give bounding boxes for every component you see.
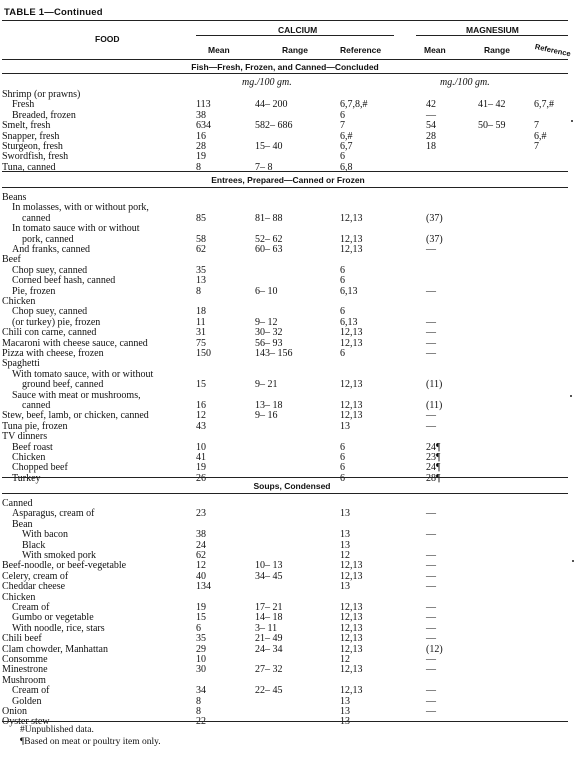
table-row	[0, 696, 576, 707]
calcium-range-cell: 582– 686	[255, 120, 293, 132]
food-cell: Chicken	[2, 591, 36, 603]
calcium-reference-cell: 13	[340, 529, 350, 541]
food-cell: Mushroom	[2, 674, 46, 686]
food-cell: Canned	[2, 498, 33, 509]
table-row	[0, 223, 576, 234]
magnesium-reference-cell: 7	[534, 141, 539, 152]
top-rule	[2, 20, 568, 21]
calcium-reference-cell: 12,13	[340, 337, 363, 349]
calcium-group-header: CALCIUM	[278, 25, 318, 35]
calcium-reference-cell: 12	[340, 654, 350, 665]
magnesium-mean-cell: (37)	[426, 212, 443, 224]
magnesium-range-cell: 50– 59	[478, 120, 506, 132]
calcium-mean-cell: 12	[196, 410, 206, 422]
magnesium-mean-cell: —	[426, 685, 436, 697]
calcium-reference-cell: 12,13	[340, 602, 363, 613]
food-cell: Tuna pie, frozen	[2, 420, 68, 432]
calcium-mean-cell: 19	[196, 602, 206, 613]
calcium-mean-cell: 22	[196, 716, 206, 728]
table-row	[0, 141, 576, 152]
section-rule	[2, 493, 568, 494]
magnesium-mean-cell: (12)	[426, 643, 443, 655]
magnesium-mean-cell: —	[426, 581, 436, 593]
magnesium-mean-header: Mean	[424, 45, 446, 55]
calcium-reference-cell: 12,13	[340, 643, 363, 655]
magnesium-span-rule	[416, 35, 568, 36]
calcium-range-cell: 7– 8	[255, 161, 273, 173]
magnesium-mean-cell: —	[426, 570, 436, 582]
calcium-reference-cell: 6	[340, 348, 345, 359]
table-row	[0, 664, 576, 675]
table-row	[0, 421, 576, 432]
calcium-mean-cell: 38	[196, 109, 206, 121]
food-cell: pork, canned	[22, 233, 74, 245]
food-cell: Cheddar cheese	[2, 581, 66, 593]
food-cell: Clam chowder, Manhattan	[2, 643, 108, 655]
food-cell: (or turkey) pie, frozen	[12, 316, 101, 328]
magnesium-range-cell: 41– 42	[478, 99, 506, 111]
magnesium-mean-cell: 42	[426, 99, 436, 111]
table-row	[0, 338, 576, 349]
magnesium-mean-cell: —	[426, 410, 436, 422]
table-row	[0, 431, 576, 442]
calcium-reference-cell: 6	[340, 109, 345, 121]
table-row	[0, 675, 576, 686]
food-cell: Breaded, frozen	[12, 109, 76, 121]
section-rule	[2, 477, 568, 478]
table-row	[0, 89, 576, 100]
food-cell: canned	[22, 212, 51, 224]
calcium-reference-cell: 6	[340, 441, 345, 453]
calcium-mean-cell: 28	[196, 141, 206, 152]
magnesium-mean-cell: 28¶	[426, 472, 441, 484]
calcium-reference-cell: 12,13	[340, 622, 363, 634]
calcium-range-cell: 81– 88	[255, 212, 283, 224]
table-row	[0, 685, 576, 696]
magnesium-mean-cell: —	[426, 612, 436, 624]
table-row	[0, 442, 576, 453]
food-cell: Chopped beef	[12, 462, 68, 474]
calcium-mean-cell: 8	[196, 706, 201, 717]
calcium-range-cell: 60– 63	[255, 244, 283, 255]
calcium-mean-cell: 75	[196, 337, 206, 349]
calcium-mean-cell: 15	[196, 612, 206, 624]
magnesium-mean-cell: —	[426, 664, 436, 676]
magnesium-mean-cell: —	[426, 420, 436, 432]
table-row	[0, 99, 576, 110]
magnesium-mean-cell: —	[426, 337, 436, 349]
table-caption: TABLE 1—Continued	[4, 7, 103, 18]
calcium-reference-cell: 6,13	[340, 285, 358, 297]
food-cell: With tomato sauce, with or without	[12, 368, 154, 380]
magnesium-group-header: MAGNESIUM	[466, 25, 519, 35]
table-row	[0, 612, 576, 623]
table-row	[0, 265, 576, 276]
table-row	[0, 390, 576, 401]
food-cell: Corned beef hash, canned	[12, 275, 116, 287]
magnesium-mean-cell: —	[426, 550, 436, 561]
magnesium-mean-cell: 18	[426, 141, 436, 152]
calcium-mean-cell: 13	[196, 275, 206, 287]
calcium-range-cell: 22– 45	[255, 685, 283, 697]
calcium-reference-cell: 6	[340, 472, 345, 484]
calcium-reference-cell: 12,13	[340, 244, 363, 255]
footnote-meat-poultry: ¶Based on meat or poultry item only.	[20, 737, 161, 747]
food-cell: Pizza with cheese, frozen	[2, 348, 104, 359]
calcium-reference-cell: 12,13	[340, 664, 363, 676]
food-cell: Oyster stew	[2, 716, 50, 728]
food-cell: Spaghetti	[2, 358, 40, 370]
calcium-range-header: Range	[282, 45, 308, 55]
calcium-reference-cell: 12,13	[340, 685, 363, 697]
calcium-mean-cell: 62	[196, 550, 206, 561]
food-cell: TV dinners	[2, 431, 48, 443]
calcium-mean-cell: 19	[196, 462, 206, 474]
food-cell: Beef roast	[12, 441, 53, 453]
table-row	[0, 462, 576, 473]
calcium-mean-cell: 134	[196, 581, 211, 593]
table-row	[0, 550, 576, 561]
table-row	[0, 131, 576, 142]
calcium-range-cell: 17– 21	[255, 602, 283, 613]
magnesium-mean-cell: —	[426, 529, 436, 541]
table-row	[0, 706, 576, 717]
calcium-reference-cell: 12,13	[340, 400, 363, 411]
magnesium-mean-cell: —	[426, 109, 436, 121]
food-cell: In tomato sauce with or without	[12, 223, 140, 235]
calcium-mean-cell: 8	[196, 285, 201, 297]
food-cell: Celery, cream of	[2, 570, 69, 582]
magnesium-mean-cell: —	[426, 316, 436, 328]
table-row	[0, 213, 576, 224]
food-cell: Smelt, fresh	[2, 120, 51, 132]
calcium-reference-cell: 13	[340, 539, 350, 551]
calcium-mean-cell: 16	[196, 400, 206, 411]
table-row	[0, 452, 576, 463]
table-row	[0, 286, 576, 297]
section-title-soups: Soups, Condensed	[253, 481, 331, 491]
magnesium-reference-header: Reference	[534, 42, 572, 59]
food-cell: With noodle, rice, stars	[12, 622, 105, 634]
calcium-range-cell: 44– 200	[255, 99, 288, 111]
table-row	[0, 623, 576, 634]
calcium-mean-cell: 10	[196, 654, 206, 665]
scan-speck	[571, 120, 573, 122]
magnesium-reference-cell: 7	[534, 120, 539, 132]
magnesium-mean-cell: —	[426, 602, 436, 613]
calcium-mean-cell: 29	[196, 643, 206, 655]
table-row	[0, 202, 576, 213]
food-cell: Turkey	[12, 472, 41, 484]
calcium-reference-cell: 13	[340, 706, 350, 717]
table-row	[0, 529, 576, 540]
table-row	[0, 358, 576, 369]
calcium-mean-cell: 31	[196, 327, 206, 339]
food-cell: Consomme	[2, 654, 48, 665]
table-row	[0, 120, 576, 131]
magnesium-mean-cell: 24¶	[426, 462, 441, 474]
food-cell: Beef	[2, 254, 21, 266]
calcium-mean-cell: 8	[196, 161, 201, 173]
calcium-reference-cell: 12,13	[340, 560, 363, 572]
calcium-mean-cell: 26	[196, 472, 206, 484]
magnesium-mean-cell: —	[426, 654, 436, 665]
calcium-range-cell: 9– 12	[255, 316, 278, 328]
calcium-range-cell: 3– 11	[255, 622, 278, 634]
table-row	[0, 571, 576, 582]
magnesium-mean-cell: 23¶	[426, 452, 441, 463]
table-row	[0, 400, 576, 411]
calcium-mean-cell: 19	[196, 151, 206, 163]
magnesium-reference-cell: 6,#	[534, 130, 547, 142]
food-cell: Cream of	[12, 602, 50, 613]
calcium-range-cell: 9– 16	[255, 410, 278, 422]
food-cell: Beans	[2, 192, 27, 203]
table-row	[0, 234, 576, 245]
calcium-mean-cell: 41	[196, 452, 206, 463]
section-title-fish: Fish—Fresh, Frozen, and Canned—Concluded	[191, 62, 379, 72]
calcium-range-cell: 10– 13	[255, 560, 283, 572]
calcium-mean-cell: 23	[196, 508, 206, 520]
calcium-reference-cell: 12,13	[340, 570, 363, 582]
table-row	[0, 602, 576, 613]
section-rule	[2, 171, 568, 172]
section-title-entrees: Entrees, Prepared—Canned or Frozen	[211, 175, 365, 185]
calcium-reference-cell: 6	[340, 306, 345, 318]
magnesium-mean-cell: —	[426, 348, 436, 359]
magnesium-mean-cell: —	[426, 508, 436, 520]
calcium-reference-cell: 12,13	[340, 327, 363, 339]
section-rule	[2, 73, 568, 74]
calcium-mean-cell: 10	[196, 441, 206, 453]
food-cell: Tuna, canned	[2, 161, 56, 173]
calcium-range-cell: 143– 156	[255, 348, 293, 359]
table-row	[0, 540, 576, 551]
magnesium-mean-cell: —	[426, 706, 436, 717]
section-rule	[2, 187, 568, 188]
calcium-reference-header: Reference	[340, 45, 382, 55]
calcium-mean-cell: 18	[196, 306, 206, 318]
magnesium-range-header: Range	[484, 45, 510, 55]
calcium-range-cell: 15– 40	[255, 141, 283, 152]
calcium-reference-cell: 13	[340, 716, 350, 728]
calcium-reference-cell: 6,7,8,#	[340, 99, 368, 111]
table-row	[0, 306, 576, 317]
calcium-mean-cell: 34	[196, 685, 206, 697]
calcium-reference-cell: 13	[340, 508, 350, 520]
calcium-range-cell: 52– 62	[255, 233, 283, 245]
calcium-mean-cell: 85	[196, 212, 206, 224]
calcium-range-cell: 30– 32	[255, 327, 283, 339]
table-row	[0, 560, 576, 571]
table-row	[0, 244, 576, 255]
calcium-range-cell: 34– 45	[255, 570, 283, 582]
magnesium-mean-cell: (11)	[426, 379, 443, 391]
calcium-reference-cell: 7	[340, 120, 345, 132]
calcium-reference-cell: 12,13	[340, 379, 363, 391]
calcium-mean-cell: 11	[196, 316, 206, 328]
calcium-mean-cell: 38	[196, 529, 206, 541]
table-row	[0, 192, 576, 203]
food-cell: Asparagus, cream of	[12, 508, 95, 520]
calcium-range-cell: 13– 18	[255, 400, 283, 411]
magnesium-mean-cell: —	[426, 327, 436, 339]
calcium-reference-cell: 6,7	[340, 141, 353, 152]
calcium-mean-cell: 40	[196, 570, 206, 582]
calcium-reference-cell: 6	[340, 264, 345, 276]
magnesium-units: mg./100 gm.	[440, 77, 490, 88]
magnesium-mean-cell: 54	[426, 120, 436, 132]
table-row	[0, 327, 576, 338]
food-cell: Gumbo or vegetable	[12, 612, 94, 624]
food-column-header: FOOD	[95, 34, 120, 44]
food-cell: Fresh	[12, 99, 35, 111]
table-row	[0, 275, 576, 286]
food-cell: With bacon	[22, 529, 68, 541]
calcium-mean-cell: 35	[196, 633, 206, 645]
calcium-mean-cell: 35	[196, 264, 206, 276]
table-row	[0, 633, 576, 644]
calcium-reference-cell: 6,#	[340, 130, 353, 142]
food-cell: Cream of	[12, 685, 50, 697]
table-row	[0, 508, 576, 519]
calcium-mean-cell: 113	[196, 99, 211, 111]
food-cell: Chili con carne, canned	[2, 327, 97, 339]
food-cell: And franks, canned	[12, 244, 91, 255]
calcium-mean-cell: 150	[196, 348, 211, 359]
magnesium-mean-cell: —	[426, 560, 436, 572]
table-row	[0, 498, 576, 509]
calcium-range-cell: 14– 18	[255, 612, 283, 624]
calcium-range-cell: 24– 34	[255, 643, 283, 655]
magnesium-mean-cell: —	[426, 285, 436, 297]
food-cell: Macaroni with cheese sauce, canned	[2, 337, 148, 349]
food-cell: Minestrone	[2, 664, 48, 676]
calcium-mean-header: Mean	[208, 45, 230, 55]
table-row	[0, 592, 576, 603]
calcium-span-rule	[196, 35, 394, 36]
food-cell: Pie, frozen	[12, 285, 56, 297]
magnesium-mean-cell: 28	[426, 130, 436, 142]
food-cell: Chop suey, canned	[12, 306, 88, 318]
footnote-unpublished: #Unpublished data.	[20, 725, 94, 735]
calcium-range-cell: 9– 21	[255, 379, 278, 391]
magnesium-mean-cell: (37)	[426, 233, 443, 245]
food-cell: With smoked pork	[22, 550, 97, 561]
calcium-mean-cell: 634	[196, 120, 211, 132]
calcium-reference-cell: 13	[340, 581, 350, 593]
magnesium-mean-cell: (11)	[426, 400, 443, 411]
calcium-mean-cell: 8	[196, 695, 201, 707]
calcium-mean-cell: 58	[196, 233, 206, 245]
calcium-reference-cell: 12,13	[340, 633, 363, 645]
magnesium-mean-cell: 24¶	[426, 441, 441, 453]
calcium-mean-cell: 12	[196, 560, 206, 572]
calcium-reference-cell: 6	[340, 151, 345, 163]
calcium-reference-cell: 6	[340, 462, 345, 474]
food-cell: Sauce with meat or mushrooms,	[12, 389, 141, 401]
table-row	[0, 369, 576, 380]
food-cell: Bean	[12, 518, 33, 530]
table-bottom-rule	[2, 721, 568, 722]
magnesium-mean-cell: —	[426, 695, 436, 707]
calcium-reference-cell: 12,13	[340, 212, 363, 224]
calcium-reference-cell: 6,13	[340, 316, 358, 328]
food-cell: Sturgeon, fresh	[2, 141, 63, 152]
food-cell: In molasses, with or without pork,	[12, 202, 149, 214]
calcium-mean-cell: 62	[196, 244, 206, 255]
table-row	[0, 110, 576, 121]
calcium-mean-cell: 6	[196, 622, 201, 634]
table-row	[0, 519, 576, 530]
calcium-units: mg./100 gm.	[242, 77, 292, 88]
calcium-mean-cell: 24	[196, 539, 206, 551]
food-cell: canned	[22, 400, 51, 411]
calcium-mean-cell: 30	[196, 664, 206, 676]
table-row	[0, 254, 576, 265]
calcium-reference-cell: 12,13	[340, 612, 363, 624]
food-cell: Stew, beef, lamb, or chicken, canned	[2, 410, 149, 422]
header-bottom-rule	[2, 59, 568, 60]
table-row	[0, 317, 576, 328]
calcium-reference-cell: 6	[340, 275, 345, 287]
table-row	[0, 348, 576, 359]
scan-speck	[572, 560, 574, 562]
calcium-range-cell: 27– 32	[255, 664, 283, 676]
calcium-range-cell: 56– 93	[255, 337, 283, 349]
table-row	[0, 410, 576, 421]
magnesium-mean-cell: —	[426, 633, 436, 645]
food-cell: Chili beef	[2, 633, 42, 645]
calcium-reference-cell: 13	[340, 420, 350, 432]
food-cell: Chop suey, canned	[12, 264, 88, 276]
food-cell: Chicken	[12, 452, 46, 463]
magnesium-mean-cell: —	[426, 244, 436, 255]
magnesium-mean-cell: —	[426, 716, 436, 728]
food-cell: Chicken	[2, 296, 36, 307]
food-cell: Golden	[12, 695, 42, 707]
calcium-mean-cell: 16	[196, 130, 206, 142]
table-row	[0, 581, 576, 592]
calcium-reference-cell: 6,8	[340, 161, 353, 173]
table-row	[0, 654, 576, 665]
food-cell: Onion	[2, 706, 27, 717]
table-row	[0, 151, 576, 162]
scan-speck	[570, 395, 572, 397]
calcium-range-cell: 21– 49	[255, 633, 283, 645]
table-row	[0, 296, 576, 307]
calcium-reference-cell: 12,13	[340, 233, 363, 245]
food-cell: Shrimp (or prawns)	[2, 89, 81, 100]
calcium-reference-cell: 12,13	[340, 410, 363, 422]
table-row	[0, 379, 576, 390]
calcium-mean-cell: 15	[196, 379, 206, 391]
food-cell: Snapper, fresh	[2, 130, 60, 142]
calcium-reference-cell: 13	[340, 695, 350, 707]
calcium-reference-cell: 12	[340, 550, 350, 561]
food-cell: Beef-noodle, or beef-vegetable	[2, 560, 127, 572]
calcium-mean-cell: 43	[196, 420, 206, 432]
magnesium-reference-cell: 6,7,#	[534, 99, 554, 111]
food-cell: ground beef, canned	[22, 379, 104, 391]
calcium-reference-cell: 6	[340, 452, 345, 463]
food-cell: Swordfish, fresh	[2, 151, 69, 163]
magnesium-mean-cell: —	[426, 622, 436, 634]
food-cell: Black	[22, 539, 46, 551]
table-row	[0, 644, 576, 655]
calcium-range-cell: 6– 10	[255, 285, 278, 297]
